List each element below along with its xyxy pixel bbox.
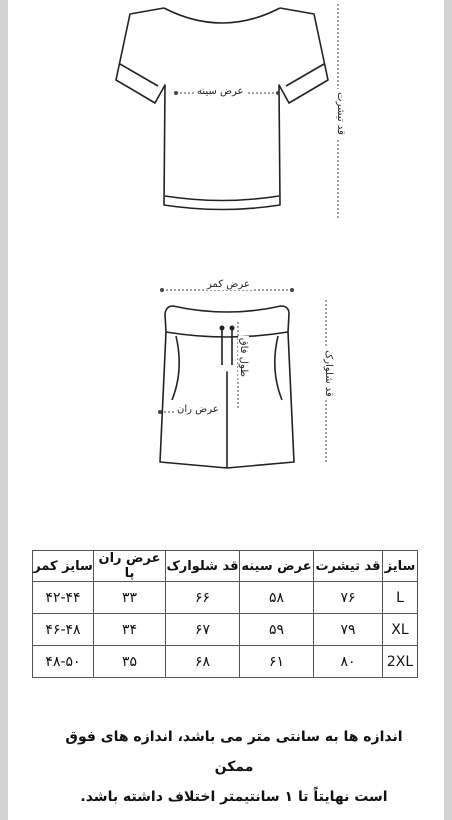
column-header: عرض ران پا: [94, 551, 166, 582]
table-row: [33, 646, 418, 678]
column-header: عرض سینه: [240, 551, 314, 582]
shorts-waistband: [165, 306, 289, 337]
shorts-length-label: قد شلوارک: [323, 347, 334, 400]
table-cell: ۵۹: [240, 614, 314, 646]
table-row: [33, 582, 418, 614]
size-note: [48, 722, 420, 812]
table-cell: L: [383, 582, 418, 614]
waist-width-label: عرض کمر: [204, 279, 253, 290]
table-cell: ۷۹: [314, 614, 383, 646]
table-cell: ۳۵: [94, 646, 166, 678]
table-cell: ۷۶: [314, 582, 383, 614]
table-row: [33, 614, 418, 646]
table-cell: ۳۴: [94, 614, 166, 646]
size-guide-sheet: [8, 0, 444, 820]
size-table: [32, 550, 418, 678]
column-header: قد تیشرت: [314, 551, 383, 582]
table-cell: ۴۸-۵۰: [33, 646, 94, 678]
table-cell: ۶۱: [240, 646, 314, 678]
table-cell: XL: [383, 614, 418, 646]
size-note-line-1: اندازه ها به سانتی متر می باشد، اندازه های فوق ممکن: [65, 729, 403, 775]
thigh-width-label: عرض ران: [174, 404, 222, 415]
table-cell: ۶۸: [166, 646, 240, 678]
table-cell: ۵۸: [240, 582, 314, 614]
column-header: سایز کمر: [33, 551, 94, 582]
table-cell: ۸۰: [314, 646, 383, 678]
shorts-outline: [160, 332, 294, 468]
inseam-label: طول فاق: [238, 337, 250, 378]
chest-width-label: عرض سینه: [194, 86, 247, 97]
shorts-diagram: [8, 0, 444, 500]
table-cell: ۶۶: [166, 582, 240, 614]
column-header: قد شلوارک: [166, 551, 240, 582]
table-cell: 2XL: [383, 646, 418, 678]
table-cell: ۴۲-۴۴: [33, 582, 94, 614]
size-note-line-2: است نهایتاً تا ۱ سانتیمتر اختلاف داشته باشد.: [80, 789, 388, 805]
table-cell: ۶۷: [166, 614, 240, 646]
table-cell: ۴۶-۴۸: [33, 614, 94, 646]
table-cell: ۳۳: [94, 582, 166, 614]
table-header-row: [33, 551, 418, 582]
column-header: سایز: [383, 551, 418, 582]
tshirt-length-label: قد تیشرت: [335, 89, 346, 138]
